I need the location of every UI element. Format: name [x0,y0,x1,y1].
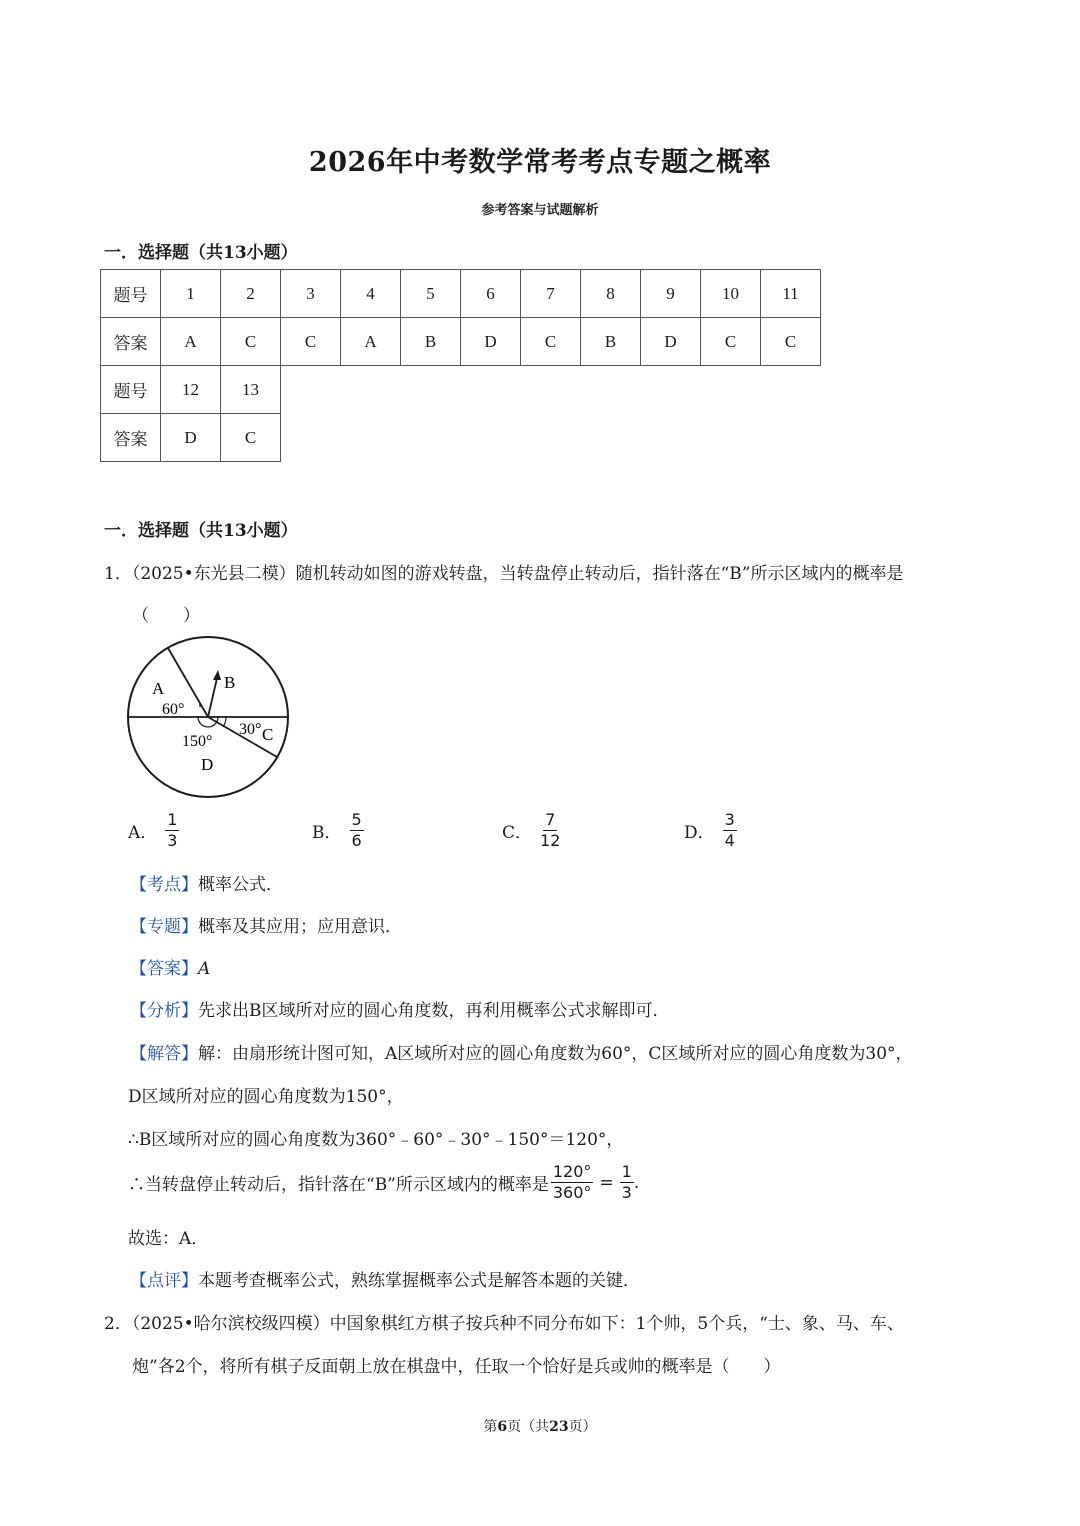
numerator: 7 [545,810,556,829]
daan-text: A [198,959,211,979]
page-title: 2026年中考数学常考考点专题之概率 [308,147,772,178]
label-d: D [201,755,214,774]
numerator: 5 [351,810,362,829]
table-cell: 8 [581,270,641,318]
numerator: 3 [724,810,735,829]
jieda-line-4 [128,1162,639,1203]
kaodian-text: 概率公式． [198,875,283,895]
table-cell: B [401,318,461,366]
numerator: 1 [167,810,178,829]
table-cell: A [341,318,401,366]
numerator: 1 [621,1162,632,1181]
table-cell: C [221,414,281,462]
jieda-tag: 【解答】 [130,1044,198,1064]
option-letter: A． [128,823,158,843]
fenxi-tag: 【分析】 [130,1001,198,1021]
label-c: C [262,725,274,744]
table-cell: 7 [521,270,581,318]
daan-tag: 【答案】 [130,959,198,979]
spinner-pointer [208,674,218,717]
table-cell: 2 [221,270,281,318]
jieda-text-1: 解：由扇形统计图可知，A区域所对应的圆心角度数为60°，C区域所对应的圆心角度数为30°， [198,1044,913,1064]
denominator: 360° [552,1183,592,1202]
denominator: 12 [540,831,561,850]
row-label: 题号 [101,270,161,318]
answer-table [100,269,821,462]
zhuanti-tag: 【专题】 [130,917,198,937]
table-cell: 11 [761,270,821,318]
table-blank [281,414,821,462]
table-cell: 1 [161,270,221,318]
table-cell: 6 [461,270,521,318]
fenxi-text: 先求出B区域所对应的圆心角度数，再利用概率公式求解即可． [198,1001,670,1021]
table-cell: D [641,318,701,366]
kaodian-line [130,870,283,895]
footer-mid: 页（共 [507,1419,550,1435]
table-cell: C [701,318,761,366]
fraction [723,810,737,851]
table-cell: A [161,318,221,366]
table-cell: 9 [641,270,701,318]
table-blank [281,366,821,414]
angle-label-a: 60° [162,701,185,718]
numerator: 120° [552,1162,592,1181]
period: . [633,1172,640,1193]
page-subtitle: 参考答案与试题解析 [481,203,599,218]
footer-total: 23 [549,1419,569,1435]
table-cell: 10 [701,270,761,318]
option-letter: B． [312,823,342,843]
option-letter: C． [502,823,533,843]
table-cell: B [581,318,641,366]
answer-section-heading: 一．选择题（共13小题） [104,243,298,263]
question-section-heading: 一．选择题（共13小题） [104,521,298,541]
jieda-line-1 [130,1039,913,1064]
angle-arc-c [223,717,226,727]
angle-label-c: 30° [239,721,262,738]
table-cell: 4 [341,270,401,318]
table-cell: 3 [281,270,341,318]
denominator: 3 [621,1183,632,1202]
guxuan-line: 故选：A． [128,1229,209,1249]
fraction [620,1162,634,1203]
fraction [165,810,179,851]
fraction [551,1162,594,1203]
table-cell: D [461,318,521,366]
jieda-text-4: ∴当转盘停止转动后，指针落在“B”所示区域内的概率是 [128,1175,549,1195]
jieda-line-2: D区域所对应的圆心角度数为150°， [128,1087,404,1107]
equals-sign: = [599,1172,614,1193]
table-cell: 13 [221,366,281,414]
fraction [540,810,560,851]
pointer-arrowhead [213,670,221,680]
table-cell: C [761,318,821,366]
option-b[interactable] [312,810,364,851]
label-a: A [152,679,165,698]
fraction [350,810,364,851]
footer-pre: 第 [483,1419,498,1435]
table-row [101,366,821,414]
angle-label-d: 150° [182,733,213,750]
denominator: 3 [167,831,178,850]
daan-line [130,954,210,979]
zhuanti-text: 概率及其应用；应用意识． [198,917,402,937]
spinner-figure [120,632,300,812]
fenxi-line [130,996,670,1021]
option-c[interactable] [502,810,560,851]
q2-line-1: 2．（2025•哈尔滨校级四模）中国象棋红方棋子按兵种不同分布如下：1个帅，5个兵，“士、象、马、车、 [104,1314,904,1334]
table-cell: C [521,318,581,366]
row-label: 答案 [101,414,161,462]
denominator: 6 [351,831,362,850]
kaodian-tag: 【考点】 [130,875,198,895]
zhuanti-line [130,912,402,937]
option-d[interactable] [684,810,737,851]
option-letter: D． [684,823,715,843]
footer-post: 页） [568,1419,597,1435]
page-footer [0,1416,1080,1436]
denominator: 4 [724,831,735,850]
q1-stem: 1．（2025•东光县二模）随机转动如图的游戏转盘，当转盘停止转动后，指针落在“B”所示区域内的概率是 [104,564,904,584]
table-row [101,318,821,366]
table-cell: 5 [401,270,461,318]
jieda-line-3: ∴B区域所对应的圆心角度数为360°﹣60°﹣30°﹣150°＝120°， [128,1130,624,1150]
table-cell: C [221,318,281,366]
q2-line-2: 炮”各2个，将所有棋子反面朝上放在棋盘中，任取一个恰好是兵或帅的概率是（ ） [132,1357,781,1377]
table-row [101,270,821,318]
q1-blank: （ ） [132,606,200,626]
dianping-line [130,1266,640,1291]
row-label: 答案 [101,318,161,366]
row-label: 题号 [101,366,161,414]
table-row [101,414,821,462]
option-a[interactable] [128,810,179,851]
table-cell: D [161,414,221,462]
table-cell: 12 [161,366,221,414]
dianping-text: 本题考查概率公式，熟练掌握概率公式是解答本题的关键． [198,1271,640,1291]
label-b: B [224,673,236,692]
dianping-tag: 【点评】 [130,1271,198,1291]
table-cell: C [281,318,341,366]
footer-page: 6 [497,1419,508,1435]
